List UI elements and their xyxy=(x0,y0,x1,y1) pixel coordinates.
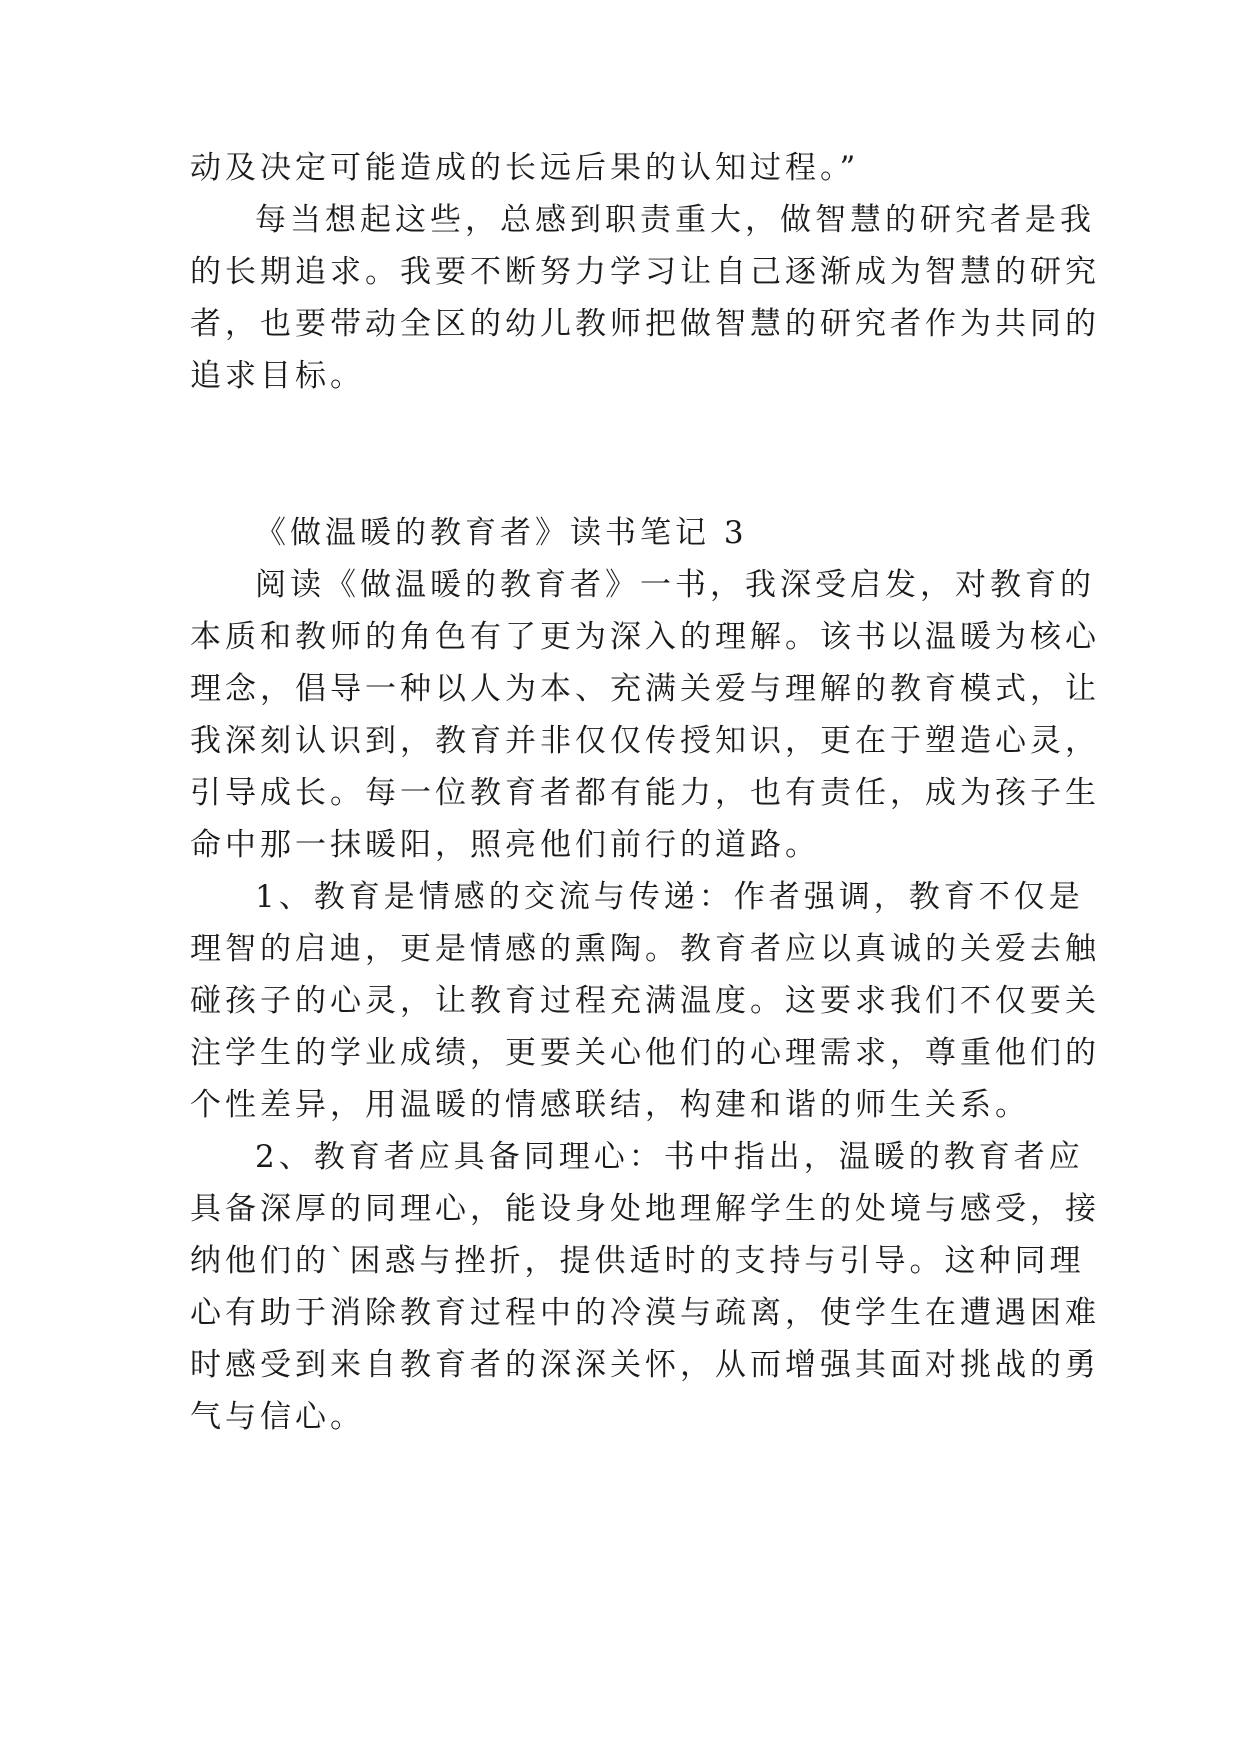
paragraph-first-line: 每当想起这些，总感到职责重大，做智慧的研究者是我 xyxy=(255,202,1095,238)
text-line: 个性差异，用温暖的情感联结，构建和谐的师生关系。 xyxy=(190,1087,1030,1123)
text-line: 具备深厚的同理心，能设身处地理解学生的处境与感受，接 xyxy=(190,1191,1100,1227)
text-line: 气与信心。 xyxy=(190,1399,365,1435)
text-line: 注学生的学业成绩，更要关心他们的心理需求，尊重他们的 xyxy=(190,1035,1100,1071)
text-line: 者，也要带动全区的幼儿教师把做智慧的研究者作为共同的 xyxy=(190,306,1100,342)
text-line: 命中那一抹暖阳，照亮他们前行的道路。 xyxy=(190,827,820,863)
text-line: 理念，倡导一种以人为本、充满关爱与理解的教育模式，让 xyxy=(190,671,1100,707)
text-line: 的长期追求。我要不断努力学习让自己逐渐成为智慧的研究 xyxy=(190,254,1100,290)
paragraph-first-line: 阅读《做温暖的教育者》一书，我深受启发，对教育的 xyxy=(255,567,1095,603)
text-line: 碰孩子的心灵，让教育过程充满温度。这要求我们不仅要关 xyxy=(190,983,1100,1019)
text-line: 动及决定可能造成的长远后果的认知过程。” xyxy=(190,150,860,186)
section-heading: 《做温暖的教育者》读书笔记 3 xyxy=(255,515,748,551)
paragraph-first-line: 1、教育是情感的交流与传递：作者强调，教育不仅是 xyxy=(255,879,1084,915)
text-line: 理智的启迪，更是情感的熏陶。教育者应以真诚的关爱去触 xyxy=(190,931,1100,967)
text-line: 追求目标。 xyxy=(190,358,365,394)
text-line: 引导成长。每一位教育者都有能力，也有责任，成为孩子生 xyxy=(190,775,1100,811)
text-line: 时感受到来自教育者的深深关怀，从而增强其面对挑战的勇 xyxy=(190,1347,1100,1383)
text-line: 纳他们的`困惑与挫折，提供适时的支持与引导。这种同理 xyxy=(190,1243,1085,1279)
text-line: 心有助于消除教育过程中的冷漠与疏离，使学生在遭遇困难 xyxy=(190,1295,1100,1331)
text-line: 本质和教师的角色有了更为深入的理解。该书以温暖为核心 xyxy=(190,619,1100,655)
paragraph-first-line: 2、教育者应具备同理心：书中指出，温暖的教育者应 xyxy=(255,1139,1084,1175)
text-line: 我深刻认识到，教育并非仅仅传授知识，更在于塑造心灵， xyxy=(190,723,1100,759)
